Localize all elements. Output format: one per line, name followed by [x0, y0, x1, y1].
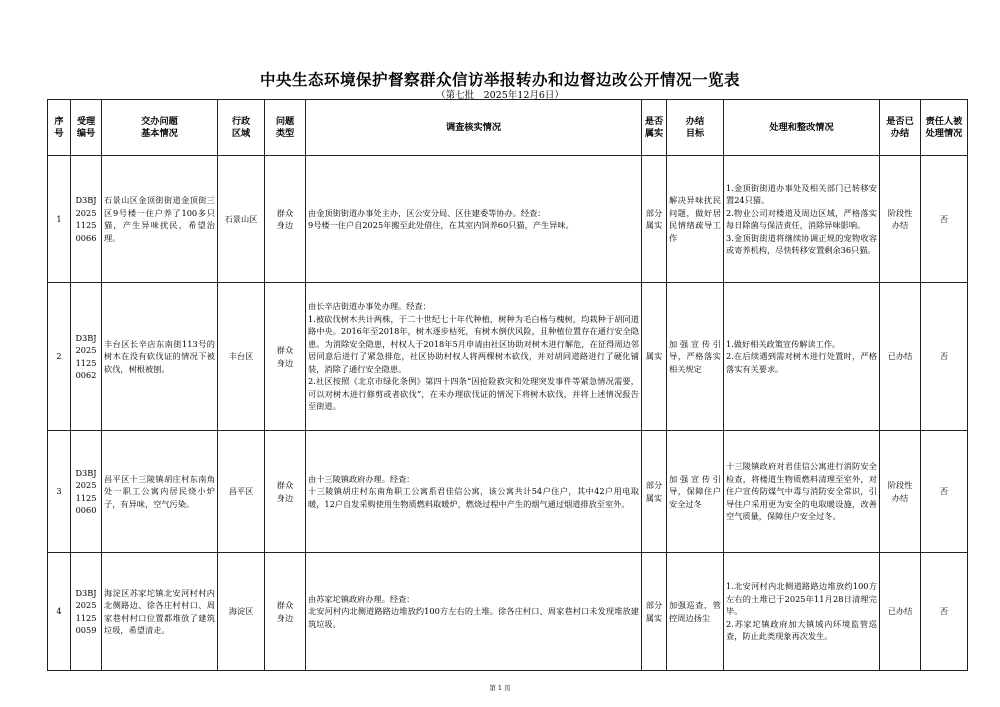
- row-district: 丰台区: [218, 283, 265, 431]
- row-investigation: 由长辛店街道办事处办理。经查： 1.被砍伐树木共计两株，于二十世纪七十年代种植，树种为毛白杨与槐树，均栽种于胡同道路中央。2016年至2018年，树木逐步枯死，有树木倒伏风险，且种植位置存在通行安全隐患。为消除安全隐患，村权人于2018年5月申请由社区协助对树木进行解危，在征得周边邻居同意后进行了紧急排危，社区协助村权人将两棵树木砍伐，并对胡同道路进行了硬化铺装，消除了通行安全隐患。 2.社区按照《北京市绿化条例》第四十四条“因抢险救灾和处理突发事件等紧急情况需要，可以对树木进行修剪或者砍伐”，在未办理砍伐证的情况下将树木砍伐，并将上述情况报告至街道。: [306, 283, 642, 431]
- row-issue: 昌平区十三陵镇胡庄村东南角处一职工公寓内居民烧小炉子，有异味，空气污染。: [102, 431, 218, 553]
- row-district: 石景山区: [218, 156, 265, 283]
- row-investigation: 由十三陵镇政府办理。经查： 十三陵镇胡庄村东南角职工公寓系君佳信公寓，该公寓共计54户住户，其中42户用电取暖，12户自发采购使用生物质燃料取暖炉，燃烧过程中产生的烟气通过烟道排放至室外。: [306, 431, 642, 553]
- row-verified: 部分 属实: [642, 553, 667, 671]
- header-case-no: 受理 编号: [71, 100, 102, 156]
- header-accountability: 责任人被 处理情况: [921, 100, 968, 156]
- header-district: 行政 区域: [218, 100, 265, 156]
- row-case-no: D3BJ202511250062: [71, 283, 102, 431]
- row-issue: 海淀区苏家坨镇北安河村村内北侧路边、徐各庄村村口、周家巷村村口位置都堆放了建筑垃圾，希望清走。: [102, 553, 218, 671]
- header-investigation: 调查核实情况: [306, 100, 642, 156]
- header-verified: 是否 属实: [642, 100, 667, 156]
- row-accountability: 否: [921, 431, 968, 553]
- row-case-no: D3BJ202511250059: [71, 553, 102, 671]
- row-district: 昌平区: [218, 431, 265, 553]
- row-investigation: 由苏家坨镇政府办理。经查： 北安河村内北侧道路路边堆放约100方左右的土堆。徐各庄村口、周家巷村口未发现堆放建筑垃圾。: [306, 553, 642, 671]
- header-handling: 处理和整改情况: [724, 100, 880, 156]
- table-row: [48, 553, 968, 671]
- row-case-no: D3BJ202511250066: [71, 156, 102, 283]
- row-accountability: 否: [921, 156, 968, 283]
- row-issue: 石景山区金顶街街道金顶街三区9号楼一住户养了100多只猫，产生异味扰民，希望治理。: [102, 156, 218, 283]
- row-seq: 3: [48, 431, 71, 553]
- page-number: 第 1 页: [489, 684, 511, 692]
- row-accountability: 否: [921, 553, 968, 671]
- header-seq: 序号: [48, 100, 71, 156]
- row-district: 海淀区: [218, 553, 265, 671]
- row-accountability: 否: [921, 283, 968, 431]
- row-goal: 加强宣传引导，严格落实相关规定: [667, 283, 724, 431]
- row-case-no: D3BJ202511250060: [71, 431, 102, 553]
- row-type: 群众 身边: [265, 283, 306, 431]
- table-header-row: [48, 100, 968, 156]
- row-verified: 属实: [642, 283, 667, 431]
- row-issue: 丰台区长辛店东南街113号的树木在没有砍伐证的情况下被砍伐，树根被刨。: [102, 283, 218, 431]
- page-subtitle: （第七批 2025年12月6日）: [436, 90, 564, 101]
- row-goal: 加强宣传引导，保障住户安全过冬: [667, 431, 724, 553]
- row-completed: 阶段性 办结: [880, 156, 921, 283]
- row-verified: 部分 属实: [642, 156, 667, 283]
- row-completed: 阶段性 办结: [880, 431, 921, 553]
- page-title: 中央生态环境保护督察群众信访举报转办和边督边改公开情况一览表: [259, 70, 740, 89]
- row-handling: 1.金顶街街道办事处及相关部门已转移安置24只猫。 2.物业公司对楼道及周边区域，严格落实每日除菌与保洁责任，消除异味影响。 3.金顶街街道将继续协调正规的宠物收容或寄养机构，尽快转移安置剩余36只猫。: [724, 156, 880, 283]
- row-handling: 1.做好相关政策宣传解读工作。 2.在后续遇到需对树木进行处置时，严格落实有关要求。: [724, 283, 880, 431]
- row-type: 群众 身边: [265, 431, 306, 553]
- row-handling: 十三陵镇政府对君佳信公寓进行消防安全检查，将楼道生物质燃料清理至室外，对住户宣传防煤气中毒与消防安全常识，引导住户采用更为安全的电取暖设施，改善空气质量，保障住户安全过冬。: [724, 431, 880, 553]
- row-investigation: 由金顶街街道办事处主办，区公安分局、区住建委等协办。经查： 9号楼一住户自2025年搬至此处借住，在其室内饲养60只猫，产生异味。: [306, 156, 642, 283]
- row-type: 群众 身边: [265, 156, 306, 283]
- row-goal: 解决异味扰民问题，做好居民情绪疏导工作: [667, 156, 724, 283]
- row-verified: 部分 属实: [642, 431, 667, 553]
- row-completed: 已办结: [880, 283, 921, 431]
- header-type: 问题 类型: [265, 100, 306, 156]
- row-seq: 1: [48, 156, 71, 283]
- header-completed: 是否已 办结: [880, 100, 921, 156]
- row-goal: 加强巡查，管控周边扬尘: [667, 553, 724, 671]
- row-type: 群众 身边: [265, 553, 306, 671]
- row-completed: 已办结: [880, 553, 921, 671]
- table-row: [48, 431, 968, 553]
- header-issue: 交办问题 基本情况: [102, 100, 218, 156]
- header-goal: 办结 目标: [667, 100, 724, 156]
- row-seq: 4: [48, 553, 71, 671]
- row-seq: 2: [48, 283, 71, 431]
- table-row: [48, 156, 968, 283]
- row-handling: 1.北安河村内北侧道路路边堆放约100方左右的土堆已于2025年11月28日清理完毕。 2.苏家坨镇政府加大镇域内环境监管巡查，防止此类现象再次发生。: [724, 553, 880, 671]
- table-row: [48, 283, 968, 431]
- disclosure-table: [47, 99, 968, 671]
